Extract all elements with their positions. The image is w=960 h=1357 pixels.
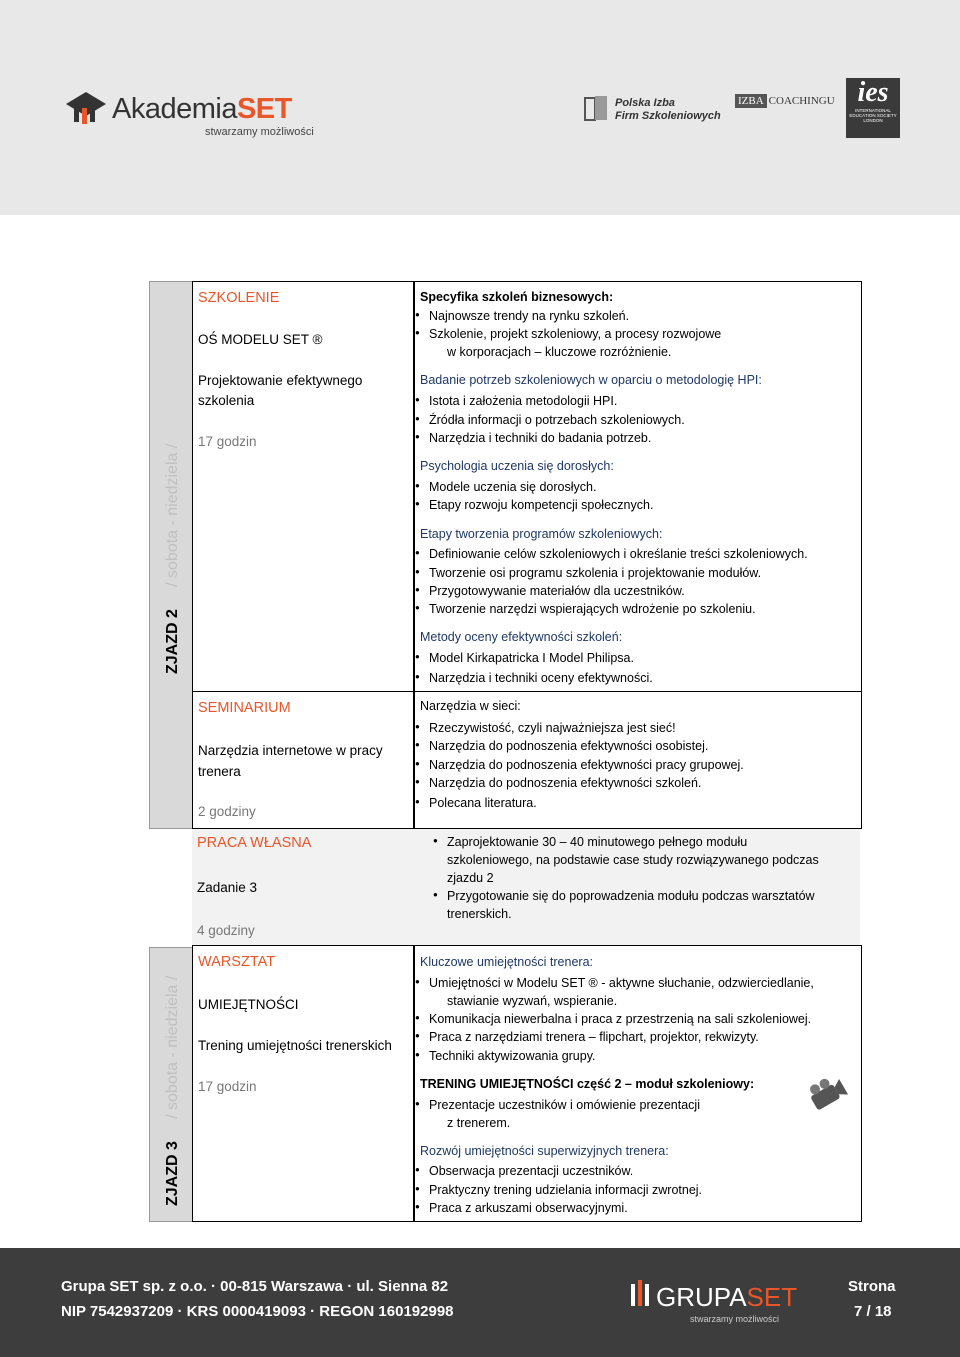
ies-caption: INTERNATIONAL EDUCATION SOCIETY LONDON: [849, 108, 897, 123]
s8-heading: Kluczowe umiejętności trenera:: [420, 955, 593, 969]
list-item: ● Definiowanie celów szkoleniowych i określanie treści szkoleniowych.: [429, 547, 808, 561]
praca-line-1: Zadanie 3: [197, 880, 258, 895]
list-item-cont: trenerskich.: [447, 907, 512, 921]
seminarium-line-2: trenera: [198, 764, 241, 779]
footer-registry: NIP 7542937209 · KRS 0000419093 · REGON 160192998: [61, 1303, 454, 1320]
graduation-cap-icon: [62, 86, 110, 126]
zjazd-2-days: / sobota - niedziela /: [164, 443, 181, 587]
list-item: ● Narzędzia do podnoszenia efektywności osobistej.: [429, 739, 708, 753]
seminarium-cell: [192, 691, 414, 829]
zjazd-3-days: / sobota - niedziela /: [164, 975, 181, 1119]
book-icon: [583, 94, 611, 124]
bars-icon: [630, 1280, 652, 1310]
szkolenie-line-3: szkolenia: [198, 393, 255, 408]
zjazd-2-label: ZJAZD 2: [164, 609, 181, 674]
list-item: ● Źródła informacji o potrzebach szkoleniowych.: [429, 413, 685, 427]
seminarium-title: SEMINARIUM: [198, 700, 291, 716]
grupa-set-logo: [630, 1278, 798, 1328]
seminarium-content: [414, 691, 862, 829]
szkolenie-content: [414, 281, 862, 693]
page-number: 7 / 18: [854, 1303, 892, 1320]
list-item-cont: w korporacjach – kluczowe rozróżnienie.: [447, 345, 672, 359]
list-item-cont: zjazdu 2: [447, 871, 494, 885]
list-item: ● Prezentacje uczestników i omówienie prezentacji: [429, 1098, 700, 1112]
ies-logo: [846, 78, 900, 138]
seminarium-line-1: Narzędzia internetowe w pracy: [198, 743, 383, 758]
zjazd-3-column: [149, 947, 193, 1222]
praca-hours: 4 godziny: [197, 923, 255, 938]
list-item: ● Modele uczenia się dorosłych.: [429, 480, 596, 494]
list-item: ● Najnowsze trendy na rynku szkoleń.: [429, 309, 629, 323]
coachingu-label: COACHINGU: [768, 95, 835, 107]
list-item: ● Praca z arkuszami obserwacyjnymi.: [429, 1201, 628, 1215]
s3-heading: Psychologia uczenia się dorosłych:: [420, 459, 614, 473]
logo-grupa: GRUPA: [656, 1282, 747, 1312]
brand-name: AkademiaSET: [112, 93, 292, 125]
warsztat-line-1: UMIEJĘTNOŚCI: [198, 997, 299, 1012]
list-item: ● Rzeczywistość, czyli najważniejsza jest sieć!: [429, 721, 676, 735]
praca-title: PRACA WŁASNA: [197, 835, 312, 851]
list-item: ● Umiejętności w Modelu SET ® - aktywne słuchanie, odzwierciedlanie,: [429, 976, 814, 990]
list-item: ● Model Kirkapatricka I Model Philipsa.: [429, 651, 634, 665]
pifs-line-2: Firm Szkoleniowych: [615, 110, 721, 122]
page-footer: [0, 1248, 960, 1357]
s1-heading: Specyfika szkoleń biznesowych:: [420, 290, 614, 304]
list-item: ● Techniki aktywizowania grupy.: [429, 1049, 596, 1063]
list-item: ● Przygotowanie się do poprowadzenia modułu podczas warsztatów: [447, 889, 815, 903]
akademia-set-logo: [62, 86, 312, 142]
s6-heading: Narzędzia w sieci:: [420, 699, 521, 713]
list-item: ● Tworzenie osi programu szkolenia i projektowanie modułów.: [429, 566, 761, 580]
ies-mark: ies: [857, 77, 889, 108]
praca-wlasna-content: [414, 827, 860, 945]
s4-heading: Etapy tworzenia programów szkoleniowych:: [420, 527, 663, 541]
list-item: ● Praca z narzędziami trenera – flipchart, projektor, rekwizyty.: [429, 1030, 759, 1044]
s10-heading: Rozwój umiejętności superwizyjnych trenera:: [420, 1144, 669, 1158]
szkolenie-title: SZKOLENIE: [198, 290, 280, 306]
list-item: ● Narzędzia do podnoszenia efektywności szkoleń.: [429, 776, 701, 790]
footer-address: Grupa SET sp. z o.o. · 00-815 Warszawa · ul. Sienna 82: [61, 1278, 449, 1295]
list-item: ● Przygotowywanie materiałów dla uczestników.: [429, 584, 685, 598]
warsztat-line-2: Trening umiejętności trenerskich: [198, 1038, 392, 1053]
warsztat-cell: [192, 945, 414, 1222]
izba-label: IZBA: [735, 94, 767, 108]
list-item: ● Tworzenie narzędzi wspierających wdrożenie po szkoleniu.: [429, 602, 756, 616]
izba-coachingu-logo: [735, 95, 835, 123]
page-header: [0, 0, 960, 215]
seminarium-hours: 2 godziny: [198, 804, 256, 819]
list-item: ● Narzędzia i techniki oceny efektywności.: [429, 671, 653, 685]
praca-wlasna-cell: [192, 827, 412, 945]
list-item-cont: stawianie wyzwań, wspieranie.: [447, 994, 618, 1008]
list-item: ● Istota i założenia metodologii HPI.: [429, 394, 617, 408]
page-label: Strona: [848, 1278, 896, 1295]
list-item: ● Praktyczny trening udzielania informacji zwrotnej.: [429, 1183, 702, 1197]
list-item-cont: szkoleniowego, na podstawie case study rozwiązywanego podczas: [447, 853, 819, 867]
list-item: ● Komunikacja niewerbalna i praca z przestrzenią na sali szkoleniowej.: [429, 1012, 811, 1026]
list-item-cont: z trenerem.: [447, 1116, 511, 1130]
list-item: ● Polecana literatura.: [429, 796, 537, 810]
list-item: ● Obserwacja prezentacji uczestników.: [429, 1164, 633, 1178]
list-item: ● Szkolenie, projekt szkoleniowy, a procesy rozwojowe: [429, 327, 721, 341]
list-item: ● Narzędzia i techniki do badania potrzeb.: [429, 431, 651, 445]
s9-heading: TRENING UMIEJĘTNOŚCI część 2 – moduł szkoleniowy:: [420, 1077, 755, 1091]
list-item: ● Zaprojektowanie 30 – 40 minutowego pełnego modułu: [447, 835, 747, 849]
brand-tagline: stwarzamy możliwości: [205, 126, 314, 138]
list-item: ● Etapy rozwoju kompetencji społecznych.: [429, 498, 653, 512]
camera-icon: [805, 1072, 849, 1116]
zjazd-3-label: ZJAZD 3: [164, 1141, 181, 1206]
s5-heading: Metody oceny efektywności szkoleń:: [420, 630, 623, 644]
s2-heading: Badanie potrzeb szkoleniowych w oparciu o metodologię HPI:: [420, 373, 762, 387]
pifs-line-1: Polska Izba: [615, 97, 675, 109]
warsztat-content: [414, 945, 862, 1222]
list-item: ● Narzędzia do podnoszenia efektywności pracy grupowej.: [429, 758, 744, 772]
szkolenie-hours: 17 godzin: [198, 434, 257, 449]
logo-set: SET: [746, 1282, 798, 1312]
szkolenie-cell: [192, 281, 414, 693]
pifs-logo: [583, 94, 723, 128]
szkolenie-line-1: OŚ MODELU SET ®: [198, 332, 323, 347]
szkolenie-line-2: Projektowanie efektywnego: [198, 373, 363, 388]
warsztat-title: WARSZTAT: [198, 954, 276, 970]
warsztat-hours: 17 godzin: [198, 1079, 257, 1094]
zjazd-2-column: [149, 281, 193, 829]
footer-tagline: stwarzamy możliwości: [690, 1314, 780, 1324]
